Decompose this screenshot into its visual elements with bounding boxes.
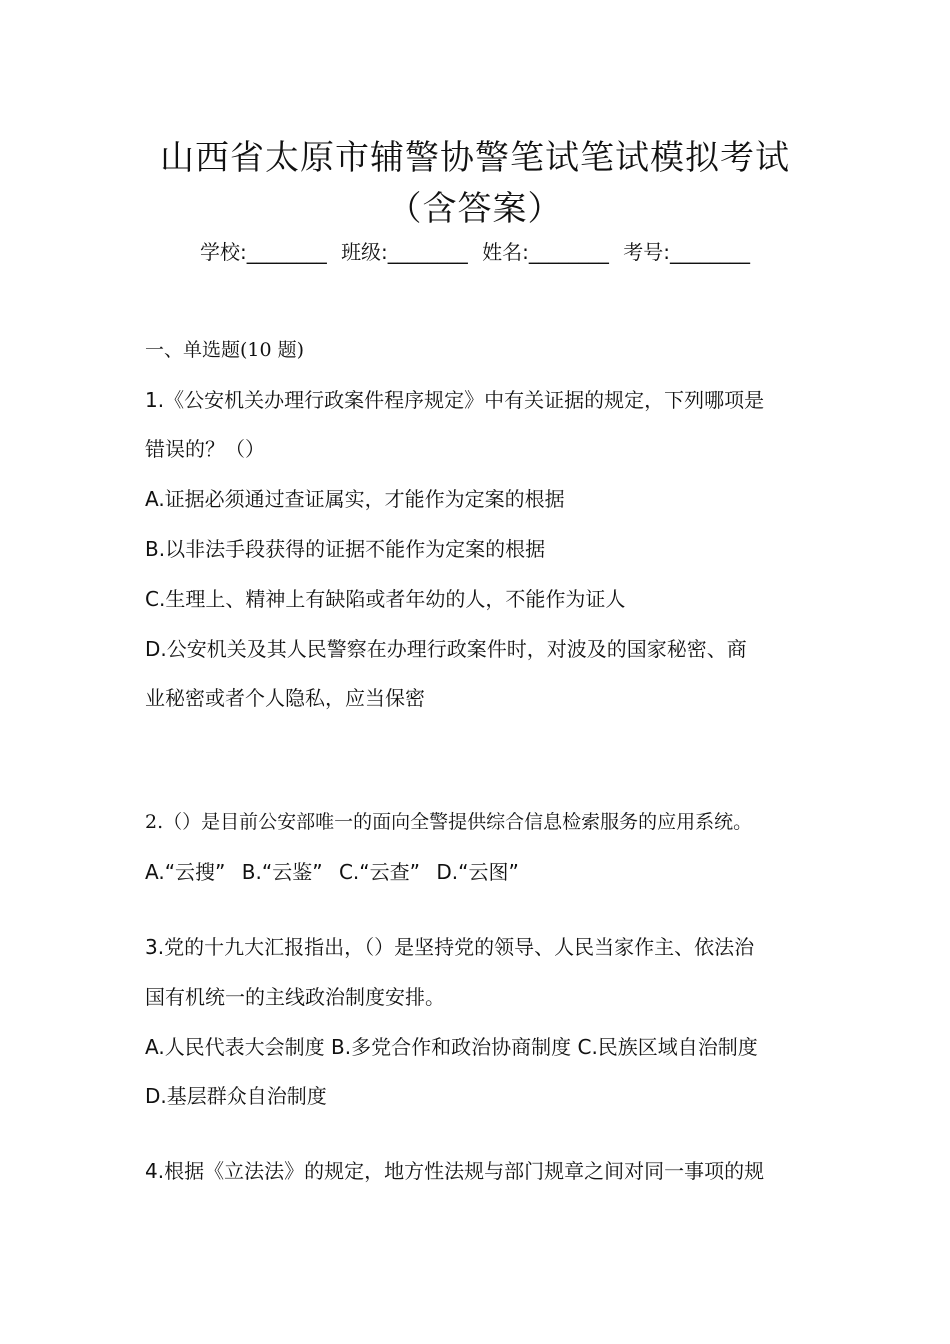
student-info-fields <box>0 236 950 265</box>
question-2-option-c: C.“云查” <box>338 860 420 884</box>
question-1-option-b: B.以非法手段获得的证据不能作为定案的根据 <box>145 537 546 561</box>
question-2-option-d: D.“云图” <box>436 860 519 884</box>
school-field: 学校:________ <box>199 240 327 264</box>
document-title-line1: 山西省太原市辅警协警笔试笔试模拟考试 <box>160 138 790 178</box>
question-1-option-d: D.公安机关及其人民警察在办理行政案件时，对波及的国家秘密、商 <box>145 637 747 661</box>
question-2-option-a: A.“云搜” <box>145 860 226 884</box>
question-4-stem-line1: 4.根据《立法法》的规定，地方性法规与部门规章之间对同一事项的规 <box>145 1159 765 1183</box>
question-1-stem-line2: 错误的？（） <box>145 437 265 461</box>
question-1-stem-line1: 1.《公安机关办理行政案件程序规定》中有关证据的规定，下列哪项是 <box>145 388 765 412</box>
question-2-stem: 2.（）是目前公安部唯一的面向全警提供综合信息检索服务的应用系统。 <box>145 811 753 833</box>
section-heading: 一、单选题(10 题) <box>145 339 305 361</box>
question-2-option-b: B.“云鉴” <box>241 860 323 884</box>
question-1-option-d-line2: 业秘密或者个人隐私，应当保密 <box>145 686 425 710</box>
question-1-option-a: A.证据必须通过查证属实，才能作为定案的根据 <box>145 487 565 511</box>
question-3-options-line2: D.基层群众自治制度 <box>145 1084 327 1108</box>
exam-number-field: 考号:________ <box>623 240 751 264</box>
question-3-stem-line1: 3.党的十九大汇报指出，（）是坚持党的领导、人民当家作主、依法治 <box>145 935 755 959</box>
question-3-stem-line2: 国有机统一的主线政治制度安排。 <box>145 985 445 1009</box>
name-field: 姓名:________ <box>482 240 609 264</box>
question-3-options-line1: A.人民代表大会制度 B.多党合作和政治协商制度 C.民族区域自治制度 <box>145 1035 758 1059</box>
question-2-options <box>145 858 825 886</box>
question-1-option-c: C.生理上、精神上有缺陷或者年幼的人，不能作为证人 <box>145 587 626 611</box>
document-title-line2: （含答案） <box>387 189 563 229</box>
class-field: 班级:________ <box>341 240 468 264</box>
